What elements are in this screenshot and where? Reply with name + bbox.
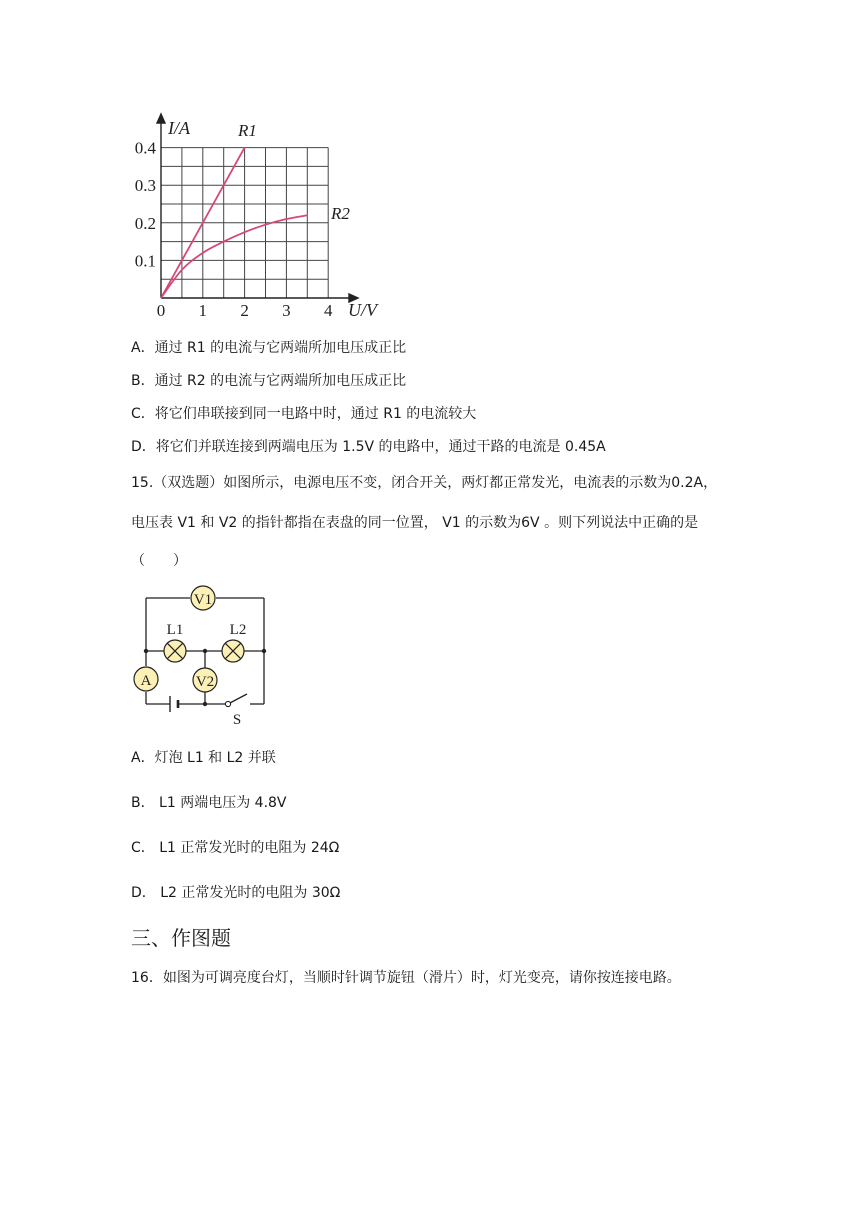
lamp-l2-label: L2 bbox=[229, 622, 247, 638]
lamp-l1-label: L1 bbox=[166, 622, 184, 638]
voltmeter-v2-label: V2 bbox=[195, 674, 215, 690]
y-tick-label: 0.3 bbox=[134, 176, 156, 196]
q15-option-a: A．灯泡 L1 和 L2 并联 bbox=[131, 750, 276, 766]
x-tick-label: 4 bbox=[323, 301, 333, 320]
x-axis-label: U/V bbox=[348, 300, 377, 320]
q14-option-c: C．将它们串联接到同一电路中时，通过 R1 的电流较大 bbox=[131, 406, 477, 422]
lamp-l1-icon bbox=[164, 640, 186, 662]
series-line-r2 bbox=[161, 215, 307, 298]
y-tick-label: 0.4 bbox=[134, 138, 156, 158]
x-tick-label: 1 bbox=[198, 301, 208, 320]
y-tick-label: 0.2 bbox=[134, 213, 156, 233]
y-axis-arrow-icon bbox=[157, 114, 165, 123]
q15-stem-line1: 15.（双选题）如图所示，电源电压不变，闭合开关，两灯都正常发光，电流表的示数为0.2A， bbox=[131, 475, 718, 491]
voltmeter-v1-label: V1 bbox=[193, 592, 213, 608]
circuit-diagram bbox=[128, 580, 278, 730]
series-label-r1: R1 bbox=[238, 121, 257, 140]
x-tick-label: 0 bbox=[156, 301, 166, 320]
section-title: 三、作图题 bbox=[131, 926, 231, 950]
switch-label: S bbox=[232, 712, 242, 728]
q15-option-d: D． L2 正常发光时的电阻为 30Ω bbox=[131, 885, 341, 901]
x-tick-label: 2 bbox=[240, 301, 249, 320]
q14-option-b: B．通过 R2 的电流与它两端所加电压成正比 bbox=[131, 373, 407, 389]
switch-contact-icon bbox=[225, 701, 230, 706]
y-tick-labels bbox=[135, 139, 157, 271]
lamp-l2-icon bbox=[222, 640, 244, 662]
q15-stem-line2: 电压表 V1 和 V2 的指针都指在表盘的同一位置， V1 的示数为6V 。则下列说法中正确的是 bbox=[131, 515, 699, 531]
y-tick-label: 0.1 bbox=[134, 251, 156, 271]
q16-stem: 16．如图为可调亮度台灯，当顺时针调节旋钮（滑片）时，灯光变亮，请你按连接电路。 bbox=[131, 970, 681, 986]
y-axis-label: I/A bbox=[168, 118, 190, 138]
graph-grid bbox=[161, 148, 328, 298]
q14-option-d: D．将它们并联连接到两端电压为 1.5V 的电路中，通过干路的电流是 0.45A bbox=[131, 439, 606, 455]
x-tick-label: 3 bbox=[282, 301, 291, 320]
q15-option-b: B． L1 两端电压为 4.8V bbox=[131, 795, 287, 811]
ammeter-label: A bbox=[140, 673, 152, 689]
iu-graph bbox=[120, 110, 400, 325]
q15-answer-paren: （ ） bbox=[131, 553, 187, 569]
q15-option-c: C． L1 正常发光时的电阻为 24Ω bbox=[131, 840, 340, 856]
x-tick-labels bbox=[157, 301, 333, 320]
series-label-r2: R2 bbox=[331, 204, 350, 223]
q14-option-a: A．通过 R1 的电流与它两端所加电压成正比 bbox=[131, 340, 407, 356]
